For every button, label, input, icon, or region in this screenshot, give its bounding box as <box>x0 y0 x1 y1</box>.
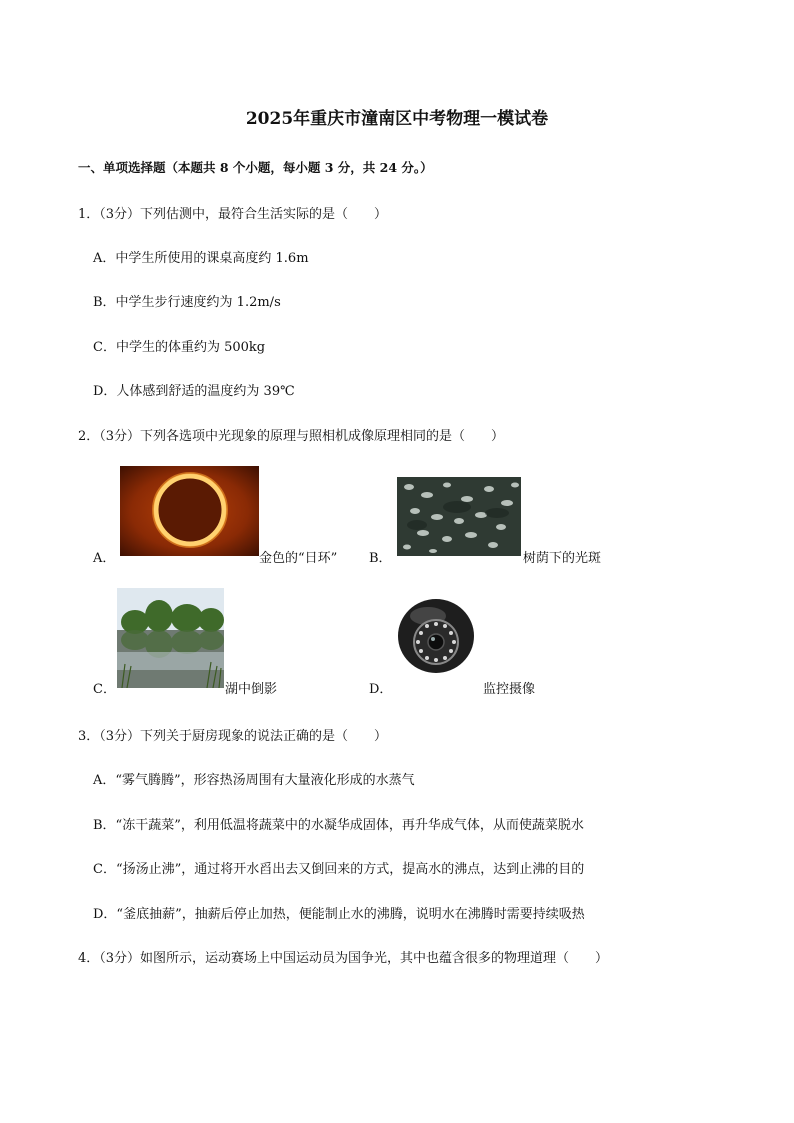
question-2-option-c-caption: 湖中倒影 <box>225 682 278 697</box>
question-1-option-c: C．中学生的体重约为 500kg <box>93 340 266 355</box>
question-1-option-b: B．中学生步行速度约为 1.2m/s <box>93 295 281 310</box>
question-2-option-b-letter: B． <box>369 551 392 566</box>
question-3-option-c: C．“扬汤止沸”，通过将开水舀出去又倒回来的方式，提高水的沸点，达到止沸的目的 <box>93 862 585 877</box>
question-2-option-d-letter: D． <box>369 682 393 697</box>
annular-eclipse-image <box>120 466 259 556</box>
question-2-option-b-caption: 树荫下的光斑 <box>523 551 602 566</box>
question-2-option-c-letter: C． <box>93 682 116 697</box>
question-2-option-a-letter: A． <box>93 551 116 566</box>
question-3-option-d: D．“釜底抽薪”，抽薪后停止加热，便能制止水的沸腾，说明水在沸腾时需要持续吸热 <box>93 907 585 922</box>
section-heading-single-choice: 一、单项选择题（本题共 8 个小题，每小题 3 分，共 24 分。） <box>78 160 433 175</box>
question-1-option-d: D．人体感到舒适的温度约为 39℃ <box>93 384 295 399</box>
tree-shade-light-spots-image <box>397 477 521 556</box>
question-4-stem: 4．（3分）如图所示，运动赛场上中国运动员为国争光，其中也蕴含很多的物理道理（ ） <box>78 951 609 966</box>
question-2-option-a-caption: 金色的“日环” <box>259 551 338 566</box>
lake-reflection-image <box>117 588 224 688</box>
question-2-stem: 2．（3分）下列各选项中光现象的原理与照相机成像原理相同的是（ ） <box>78 429 505 444</box>
question-3-stem: 3．（3分）下列关于厨房现象的说法正确的是（ ） <box>78 729 388 744</box>
question-3-option-b: B．“冻干蔬菜”，利用低温将蔬菜中的水凝华成固体，再升华成气体，从而使蔬菜脱水 <box>93 818 584 833</box>
question-1-stem: 1．（3分）下列估测中，最符合生活实际的是（ ） <box>78 207 388 222</box>
surveillance-camera-image <box>393 590 479 688</box>
question-2-option-d-caption: 监控摄像 <box>483 682 536 697</box>
exam-title: 2025年重庆市潼南区中考物理一模试卷 <box>245 109 549 129</box>
question-1-option-a: A．中学生所使用的课桌高度约 1.6m <box>93 251 309 266</box>
question-3-option-a: A．“雾气腾腾”，形容热汤周围有大量液化形成的水蒸气 <box>93 773 415 788</box>
